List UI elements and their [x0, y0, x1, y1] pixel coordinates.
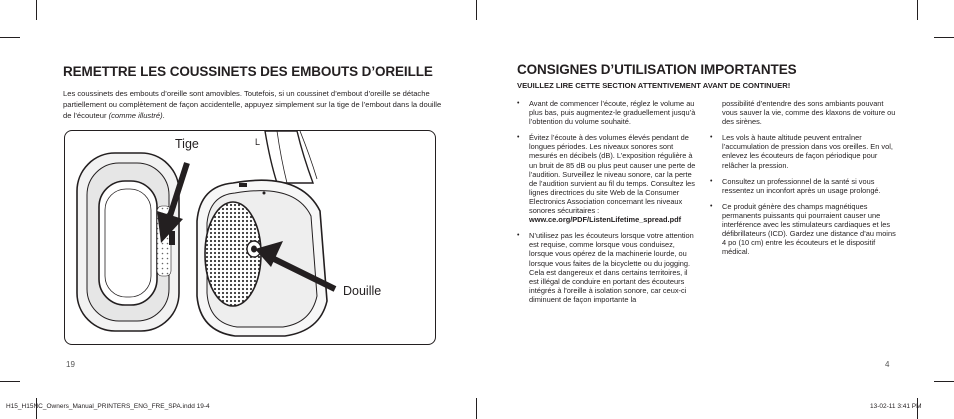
bullet-long-listening [517, 133, 697, 224]
right-section-title: CONSIGNES D’UTILISATION IMPORTANTES [517, 62, 797, 77]
fold-mark [476, 0, 477, 20]
headband [265, 131, 317, 183]
left-section-title: REMETTRE LES COUSSINETS DES EMBOUTS D’OREILLE [63, 64, 433, 79]
crop-mark [917, 0, 918, 20]
crop-mark [0, 37, 20, 38]
fold-mark [476, 398, 477, 419]
bullet-attention-continued: possibilité d’entendre des sons ambiants pouvant vous sauver la vie, comme des klaxons de voiture ou des sirènes. [722, 99, 896, 127]
stem-label: Tige [175, 137, 199, 151]
headphone-drawing [65, 131, 435, 344]
crop-mark [36, 0, 37, 20]
page-number-right: 4 [885, 360, 890, 369]
page-number-left: 19 [66, 360, 75, 369]
socket-label: Douille [343, 284, 382, 298]
intro-italic: (comme illustré) [108, 110, 163, 120]
bullet-long-listening-text: Évitez l’écoute à des volumes élevés pendant de longues périodes. Les niveaux sonores sont mesurés en décibels (dB). L’exposition régulière à un bruit de 85 dB ou plus peut causer une perte de l’audition. Surveillez le niveau sonore, car la perte de l’audition survient au fil du temps. Consultez les lignes directrices du site Web de la Consumer Electronics Association concernant les niveaux sonores sécuritaires : [529, 133, 696, 216]
bullet-discomfort: • Consultez un professionnel de la santé si vous ressentez un inconfort après un usage prolongé. [710, 177, 896, 195]
bullet-magnetic-fields: • Ce produit génère des champs magnétiques permanents puissants qui pourraient causer une interférence avec les stimulateurs cardiaques et les défibrillateurs (ICD). Gardez une distance d’au moins 4 po (10 cm) entre les écouteurs et le dispositif médical. [710, 202, 896, 257]
headband-mark: L [255, 137, 261, 147]
intro-end: . [162, 110, 165, 120]
bullet-attention: • N’utilisez pas les écouteurs lorsque votre attention est requise, comme lorsque vous conduisez, lorsque vous opérez de la machinerie lourde, ou lorsque vous faites de la bicyclette ou du jogging. Cela est dangereux et dans certains territoires, il est illégal de conduire en portant des écouteurs intégrés à l’oreille à isolation sonore, car ceux-ci diminuent de façon importante la [517, 231, 697, 304]
safety-url: www.ce.org/PDF/ListenLifetime_spread.pdf [529, 215, 682, 225]
crop-mark [0, 381, 20, 382]
footer-filename: H15_H15NC_Owners_Manual_PRINTERS_ENG_FRE_SPA.indd 19-4 [6, 403, 210, 410]
bullet-volume: • Avant de commencer l’écoute, réglez le volume au plus bas, puis augmentez-le graduellement jusqu’à l’obtention du volume souhaité. [517, 99, 697, 126]
ear-cushion-illustration [64, 130, 436, 345]
right-section-subtitle: VEUILLEZ LIRE CETTE SECTION ATTENTIVEMENT AVANT DE CONTINUER! [517, 81, 791, 90]
ear-cup [197, 180, 327, 336]
crop-mark [934, 37, 954, 38]
left-intro-paragraph [63, 89, 443, 121]
crop-mark [934, 381, 954, 382]
instructions-column-2 [710, 99, 896, 263]
ear-cushion [77, 153, 179, 331]
footer-datetime: 13-02-11 3:41 PM [870, 403, 922, 410]
left-page-content [63, 64, 443, 121]
instructions-column-1 [517, 99, 697, 311]
intro-text: Les coussinets des embouts d’oreille sont amovibles. Toutefois, si un coussinet d’embout d’oreille se détache partiellement ou complètement de façon accidentelle, appuyez simplement sur la tige de l’embout dans la douille de l’écouteur [63, 89, 442, 120]
bullet-altitude: • Les vols à haute altitude peuvent entraîner l’accumulation de pression dans vos oreilles. En vol, enlevez les écouteurs de façon périodique pour relâcher la pression. [710, 133, 896, 169]
